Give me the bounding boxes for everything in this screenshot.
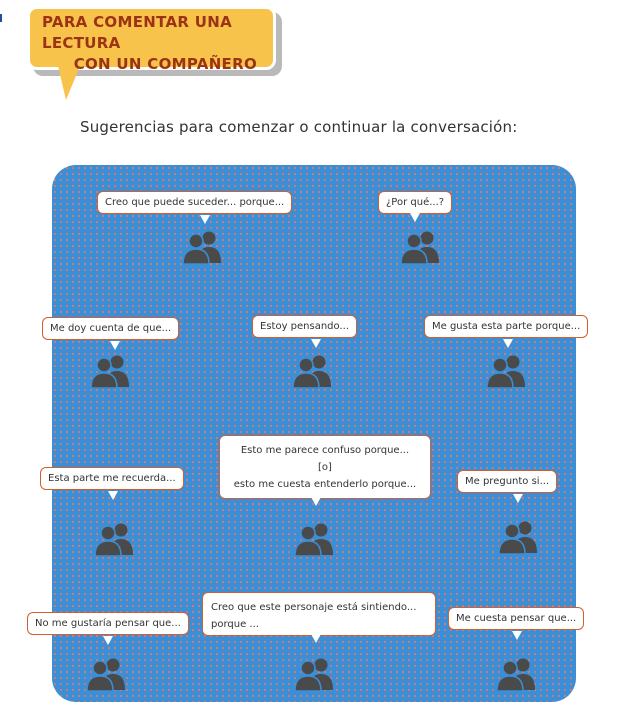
bubble-line: esto me cuesta entenderlo porque... xyxy=(233,479,417,490)
two-people-icon xyxy=(484,353,528,389)
two-people-icon xyxy=(290,353,334,389)
two-people-icon xyxy=(88,353,132,389)
two-people-icon xyxy=(92,521,136,557)
speech-bubble: Me cuesta pensar que... xyxy=(448,607,584,630)
banner-title-line-1: PARA COMENTAR UNA LECTURA xyxy=(42,13,232,52)
two-people-icon xyxy=(292,656,336,692)
bubble-tail xyxy=(311,339,321,348)
two-people-icon xyxy=(398,229,442,265)
bubble-tail xyxy=(110,341,120,350)
banner-title-line-2: CON UN COMPAÑERO xyxy=(73,55,257,73)
speech-bubble: ¿Por qué...? xyxy=(378,191,452,214)
two-people-icon xyxy=(494,656,538,692)
bubble-tail xyxy=(311,497,321,506)
speech-bubble: Estoy pensando... xyxy=(252,315,357,338)
page-edge-marker xyxy=(0,14,2,22)
bubble-tail xyxy=(512,631,522,640)
bubble-line: [o] xyxy=(318,462,332,473)
subtitle: Sugerencias para comenzar o continuar la conversación: xyxy=(80,118,518,136)
speech-bubble: Esta parte me recuerda... xyxy=(40,467,184,490)
speech-bubble: Me pregunto si... xyxy=(457,470,557,493)
two-people-icon xyxy=(496,519,540,555)
bubble-line: Esto me parece confuso porque... xyxy=(240,445,410,456)
speech-bubble: Me doy cuenta de que... xyxy=(42,317,179,340)
bubble-tail xyxy=(200,215,210,224)
bubble-tail xyxy=(103,636,113,645)
bubble-tail xyxy=(410,213,420,222)
bubble-line: Creo que este personaje está sintiendo... xyxy=(211,602,417,613)
speech-bubble: Me gusta esta parte porque... xyxy=(424,315,588,338)
two-people-icon xyxy=(84,656,128,692)
speech-bubble-multiline xyxy=(202,592,436,636)
speech-bubble: Creo que puede suceder... porque... xyxy=(97,191,292,214)
two-people-icon xyxy=(180,229,224,265)
bubble-tail xyxy=(108,491,118,500)
banner-title xyxy=(30,12,265,75)
bubble-line: porque ... xyxy=(211,619,259,630)
speech-bubble: No me gustaría pensar que... xyxy=(27,612,189,635)
two-people-icon xyxy=(292,521,336,557)
bubble-tail xyxy=(513,494,523,503)
bubble-tail xyxy=(311,634,321,643)
bubble-tail xyxy=(503,339,513,348)
speech-bubble-multiline xyxy=(219,435,431,499)
